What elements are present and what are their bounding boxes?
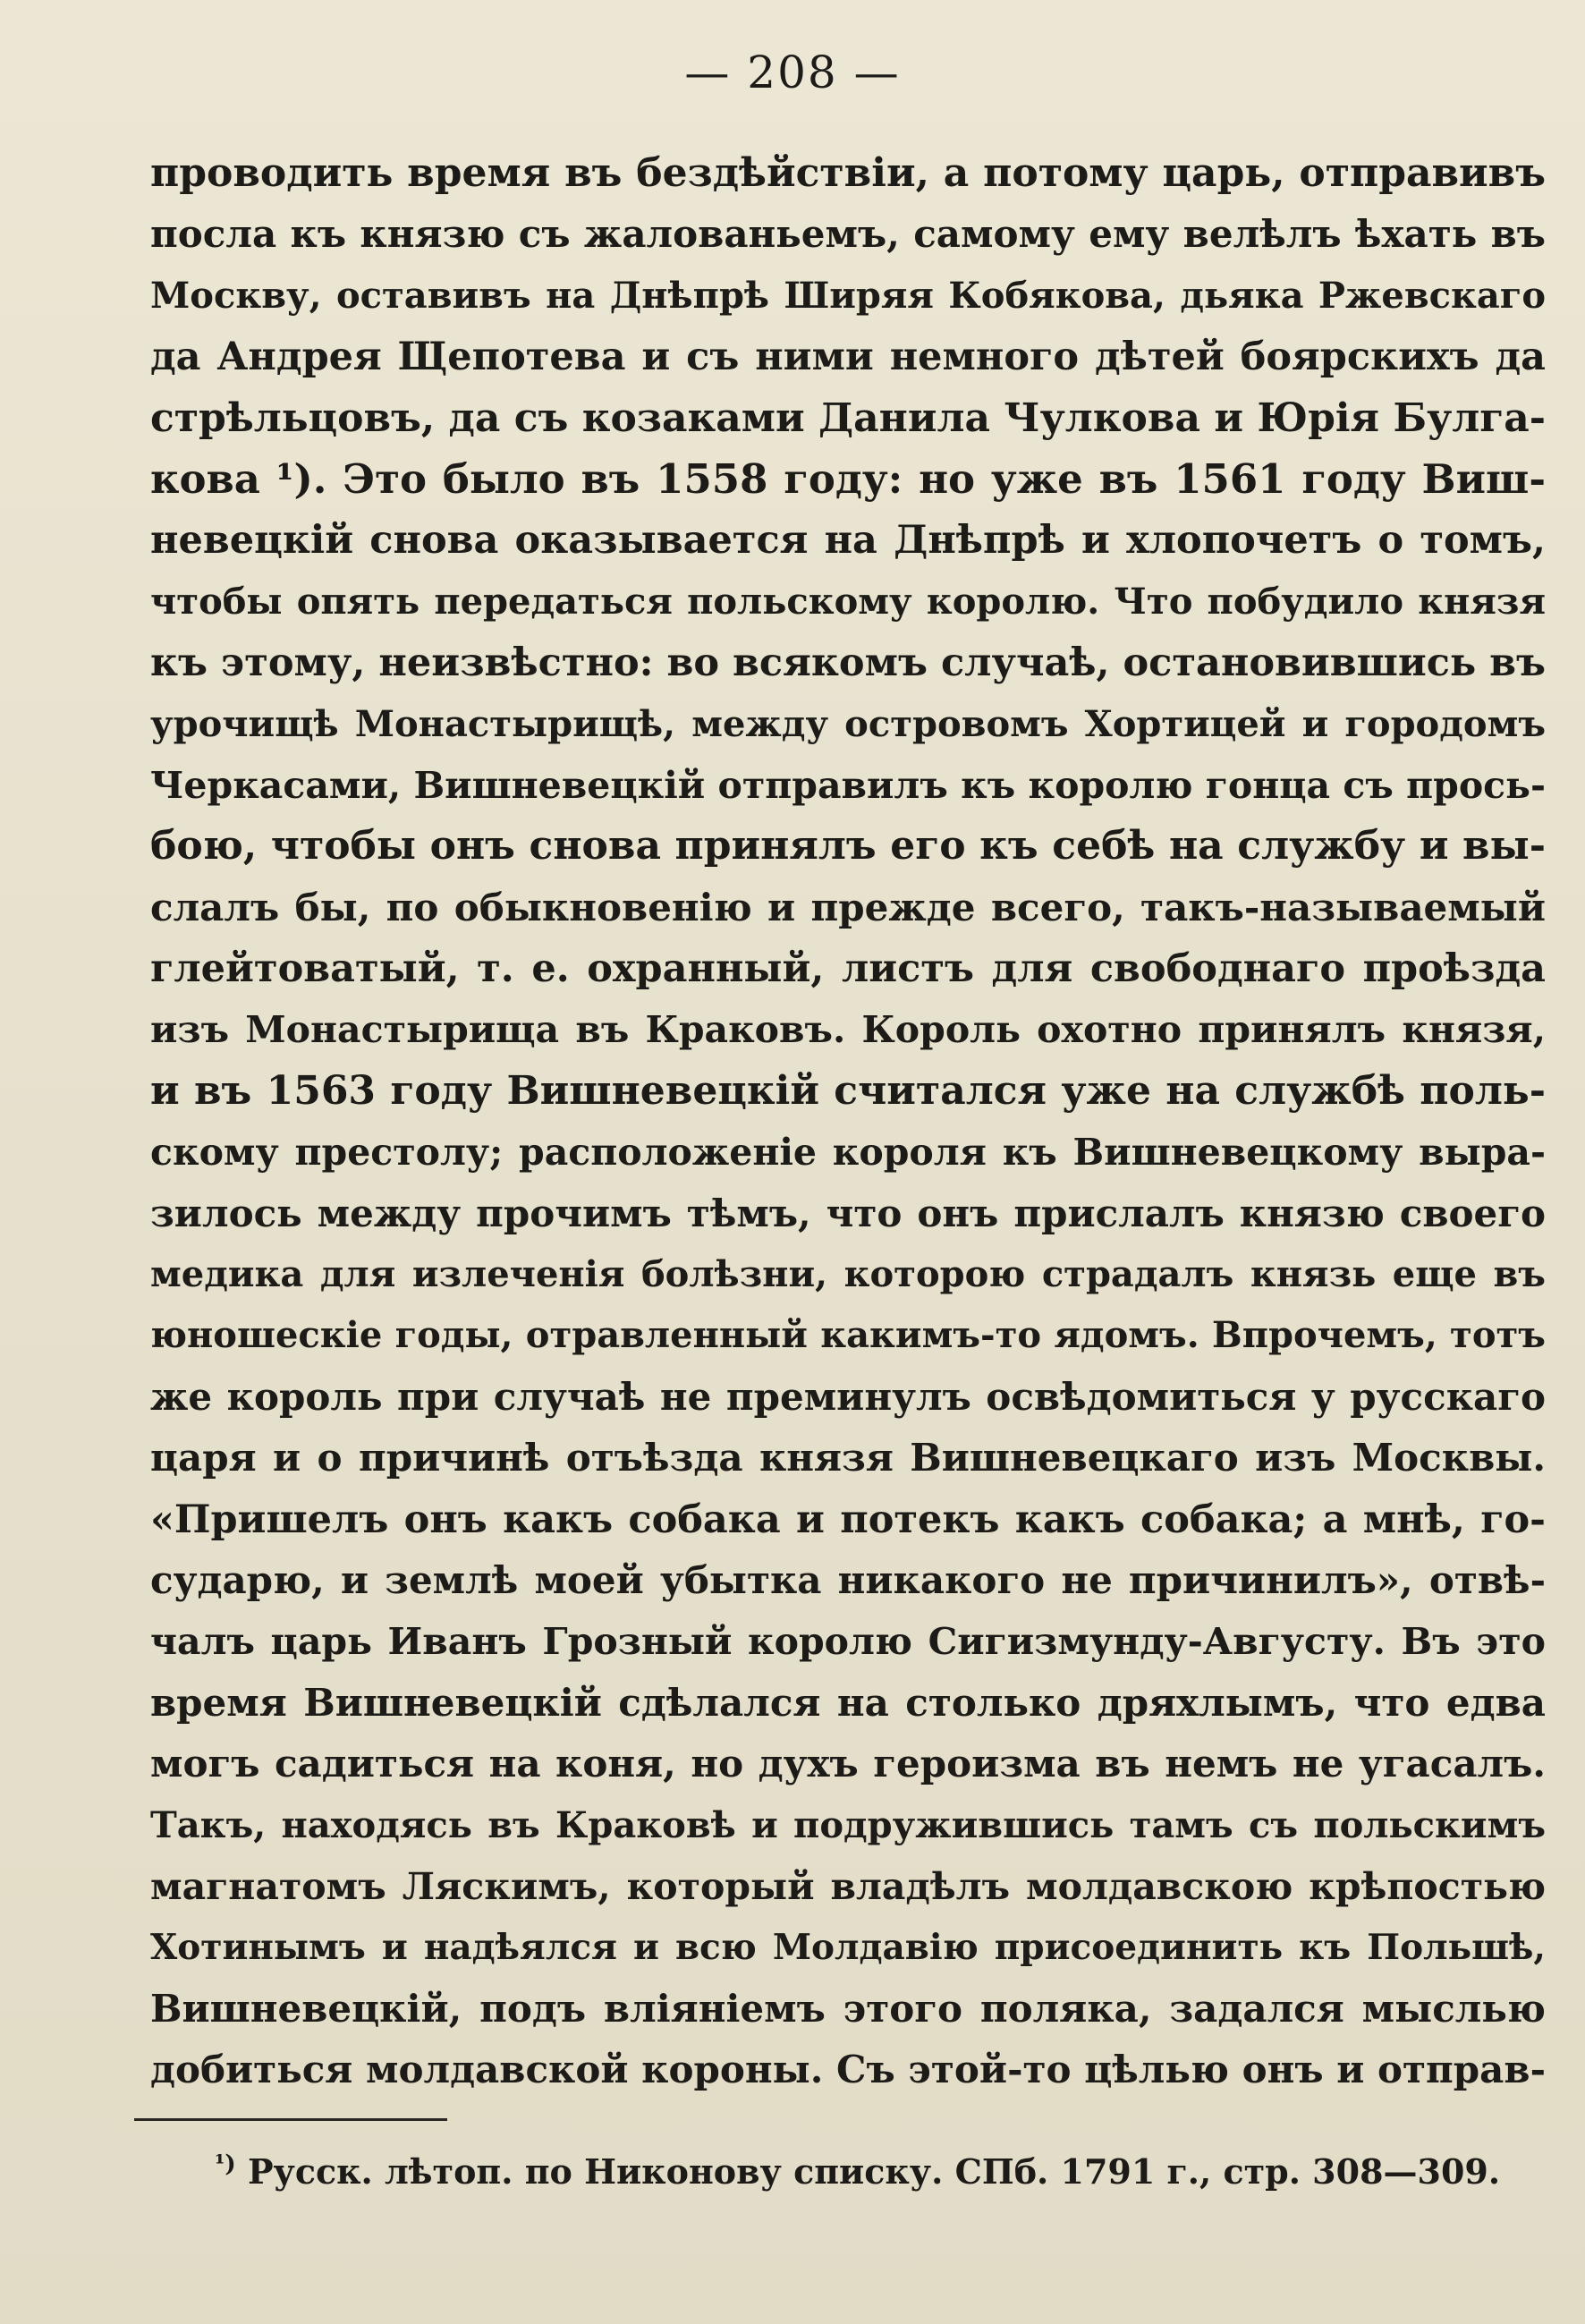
text-line: проводить время въ бездѣйствіи, а потому царь, отправивъ (150, 150, 1546, 196)
text-line: бою, чтобы онъ снова принялъ его къ себѣ на службу и вы- (150, 823, 1546, 869)
text-line: невецкій снова оказывается на Днѣпрѣ и хлопочетъ о томъ, (150, 518, 1546, 564)
text-line: добиться молдавской короны. Съ этой-то цѣлью онъ и отправ- (150, 2048, 1546, 2092)
text-line: царя и о причинѣ отъѣзда князя Вишневецкаго изъ Москвы. (150, 1436, 1546, 1480)
body-text (150, 143, 1546, 2101)
text-line: магнатомъ Ляскимъ, который владѣлъ молдавскою крѣпостью (150, 1864, 1546, 1908)
text-line: могъ садиться на коня, но духъ героизма въ немъ не угасалъ. (150, 1742, 1546, 1786)
text-line: урочищѣ Монастырищѣ, между островомъ Хортицей и городомъ (150, 702, 1546, 745)
footnote-text: Русск. лѣтоп. по Никонову списку. СПб. 1791 г., стр. 308—309. (247, 2151, 1501, 2192)
text-line: къ этому, неизвѣстно: во всякомъ случаѣ, остановившись въ (150, 640, 1546, 686)
text-line: Москву, оставивъ на Днѣпрѣ Ширяя Кобякова, дьяка Ржевскаго (150, 274, 1546, 317)
text-line: Вишневецкій, подъ вліяніемъ этого поляка, задался мыслью (150, 1986, 1546, 2031)
text-line: слалъ бы, по обыкновенію и прежде всего, такъ-называемый (150, 885, 1546, 929)
text-line: Черкасами, Вишневецкій отправилъ къ королю гонца съ прось- (150, 763, 1546, 807)
text-line: глейтоватый, т. е. охранный, листъ для свободнаго проѣзда (150, 946, 1546, 992)
text-line: «Пришелъ онъ какъ собака и потекъ какъ собака; а мнѣ, го- (150, 1497, 1546, 1542)
text-line: да Андрея Щепотева и съ ними немного дѣтей боярскихъ да (150, 335, 1546, 380)
text-line: чтобы опять передаться польскому королю. Что побудило князя (150, 580, 1546, 623)
text-line: скому престолу; расположеніе короля къ Вишневецкому выра- (150, 1131, 1546, 1175)
text-line: юношескіе годы, отравленный какимъ-то ядомъ. Впрочемъ, тотъ (150, 1314, 1546, 1357)
text-line: кова ¹). Это было въ 1558 году: но уже въ 1561 году Виш- (150, 454, 1546, 503)
text-line: медика для излеченія болѣзни, которою страдалъ князь еще въ (150, 1253, 1546, 1296)
text-line: сударю, и землѣ моей убытка никакого не причинилъ», отвѣ- (150, 1557, 1546, 1602)
text-line: чалъ царь Иванъ Грозный королю Сигизмунду-Августу. Въ это (150, 1620, 1546, 1664)
text-line: время Вишневецкій сдѣлался на столько дряхлымъ, что едва (150, 1680, 1546, 1725)
text-line: зилось между прочимъ тѣмъ, что онъ прислалъ князю своего (150, 1191, 1546, 1235)
page-number: — 208 — (684, 47, 901, 98)
text-line: изъ Монастырища въ Краковъ. Король охотно принялъ князя, (150, 1008, 1546, 1052)
text-line: Хотинымъ и надѣялся и всю Молдавію присоединить къ Польшѣ, (150, 1927, 1546, 1969)
text-line: Такъ, находясь въ Краковѣ и подружившись тамъ съ польскимъ (150, 1803, 1546, 1846)
text-line: и въ 1563 году Вишневецкій считался уже на службѣ поль- (150, 1067, 1546, 1114)
footnote-mark: ¹) (215, 2150, 236, 2178)
text-line: посла къ князю съ жалованьемъ, самому ему велѣлъ ѣхать въ (150, 212, 1546, 257)
footnote-divider (134, 2118, 447, 2121)
footnote (215, 2147, 1530, 2197)
text-line: стрѣльцовъ, да съ козаками Данила Чулкова и Юрія Булга- (150, 394, 1546, 441)
text-line: же король при случаѣ не преминулъ освѣдомиться у русскаго (150, 1374, 1546, 1419)
